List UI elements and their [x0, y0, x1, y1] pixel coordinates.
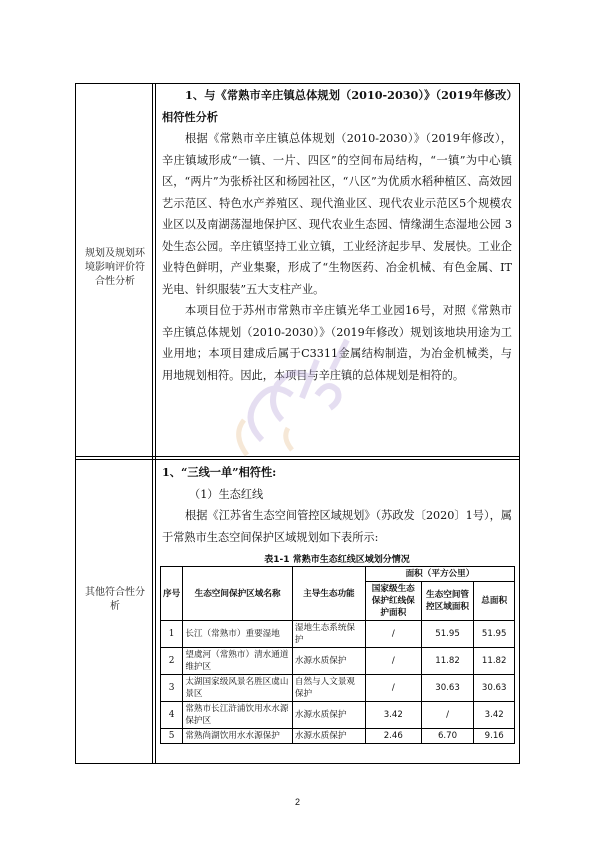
row-function: 水源水质保护: [292, 729, 365, 744]
row-no: 2: [161, 648, 183, 675]
table-row: [161, 675, 515, 702]
row-function: 自然与人文景观保护: [292, 675, 365, 702]
section1-paragraph-2: 本项目位于苏州市常熟市辛庄镇光华工业园16号，对照《常熟市辛庄镇总体规划（2010-2030）》（2019年修改）规划该地块用途为工业用地；本项目建成后属于C3311金属结构制造，为冶金机械类，与用地规划相符。因此，本项目与辛庄镇的总体规划是相符的。: [162, 304, 512, 382]
row-provincial: 30.63: [421, 675, 474, 702]
column-divider-double: [155, 83, 156, 764]
row-national: /: [365, 621, 421, 648]
section2-heading: 1、“三线一单”相符性:: [162, 465, 277, 479]
row-national: /: [365, 675, 421, 702]
section2-content: [162, 462, 512, 548]
row-name: 常熟市长江浒浦饮用水水源保护区: [183, 702, 293, 729]
table-row: [161, 648, 515, 675]
section1-heading: 1、与《常熟市辛庄镇总体规划（2010-2030）》（2019年修改）相符性分析: [162, 88, 512, 124]
row-total: 3.42: [474, 702, 515, 729]
section2-subheading: （1）生态红线: [189, 487, 264, 501]
row-no: 1: [161, 621, 183, 648]
row-provincial: 51.95: [421, 621, 474, 648]
section1-content: [162, 85, 512, 386]
table-row: [161, 702, 515, 729]
row-function: 水源水质保护: [292, 648, 365, 675]
row-national: 2.46: [365, 729, 421, 744]
row-no: 3: [161, 675, 183, 702]
eco-redline-table: [160, 566, 515, 744]
header-total: 总面积: [474, 582, 515, 621]
table-row: [161, 729, 515, 744]
row-total: 51.95: [474, 621, 515, 648]
header-provincial: 生态空间管控区域面积: [421, 582, 474, 621]
row-divider: [75, 456, 520, 457]
header-name: 生态空间保护区域名称: [183, 567, 293, 621]
row-function: 水源水质保护: [292, 702, 365, 729]
row-provincial: 11.82: [421, 648, 474, 675]
row-name: 望虞河（常熟市）清水通道维护区: [183, 648, 293, 675]
row-provincial: /: [421, 702, 474, 729]
header-function: 主导生态功能: [292, 567, 365, 621]
row-total: 11.82: [474, 648, 515, 675]
page-number: 2: [294, 797, 300, 807]
row-no: 5: [161, 729, 183, 744]
row-name: 太湖国家级风景名胜区虞山景区: [183, 675, 293, 702]
row-no: 4: [161, 702, 183, 729]
section1-paragraph-1: 根据《常熟市辛庄镇总体规划（2010-2030）》（2019年修改），辛庄镇域形成“一镇、一片、四区”的空间布局结构，“一镇”为中心镇区，“两片”为张桥社区和杨园社区，“八区”为优质水稻种植区、高效园艺示范区、特色水产养殖区、现代渔业区、现代农业示范区5个规模农业区以及南湖荡湿地保护区、现代农业生态园、情缘湖生态湿地公园 3 处生态公园。辛庄镇坚持工业立镇，工业经济起步早、发展快。工业企业特色鲜明，产业集聚，形成了“生物医药、冶金机械、有色金属、IT光电、针织服装”五大支柱产业。: [162, 132, 512, 296]
table-title: 表1-1 常熟市生态红线区域划分情况: [264, 555, 410, 565]
row-total: 30.63: [474, 675, 515, 702]
column-divider: [152, 83, 153, 764]
section2-paragraph: 根据《江苏省生态空间管控区域规划》（苏政发〔2020〕1号），属于常熟市生态空间保护区域规划如下表所示:: [162, 509, 512, 544]
row-provincial: 6.70: [421, 729, 474, 744]
row-national: 3.42: [365, 702, 421, 729]
section1-label: 规划及规划环境影响评价符合性分析: [85, 248, 145, 287]
header-area-group: 面积（平方公里）: [365, 567, 514, 582]
header-no: 序号: [161, 567, 183, 621]
table-row: [161, 621, 515, 648]
row-total: 9.16: [474, 729, 515, 744]
section2-label: 其他符合性分析: [85, 587, 145, 612]
row-name: 常熟尚湖饮用水水源保护: [183, 729, 293, 744]
row-divider-double: [75, 459, 520, 460]
row-national: /: [365, 648, 421, 675]
header-national: 国家级生态保护红线保护面积: [365, 582, 421, 621]
table-header-row: [161, 567, 515, 582]
row-name: 长江（常熟市）重要湿地: [183, 621, 293, 648]
row-function: 湿地生态系统保护: [292, 621, 365, 648]
